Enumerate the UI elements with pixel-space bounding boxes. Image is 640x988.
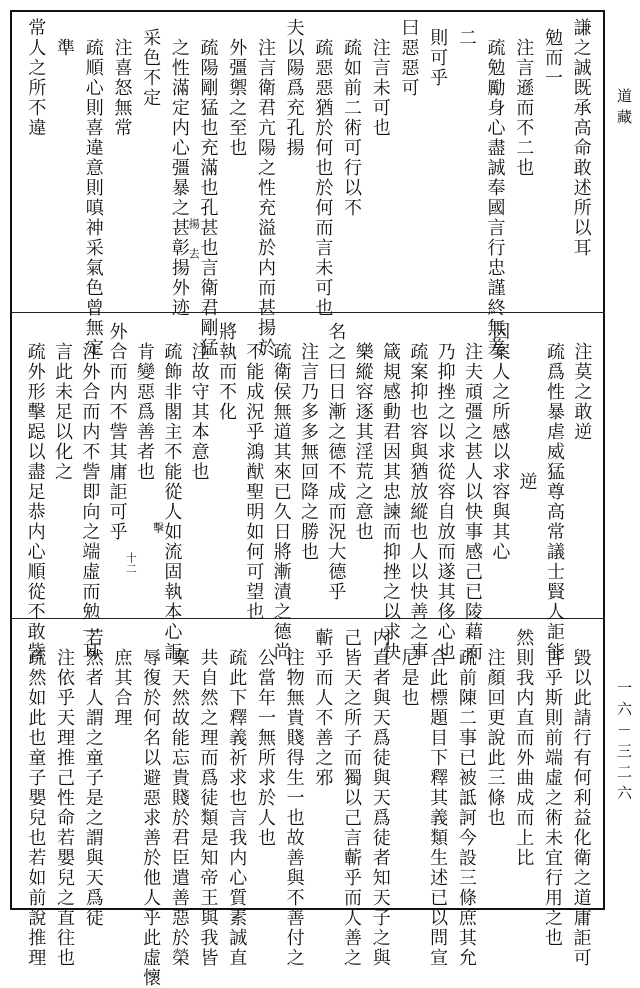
text-column: 疏爲性暴虐威猛尊高常議士賢人詎能 [544,342,565,662]
text-column: 注故守其本意也 [188,342,210,482]
text-column: 疏順心則喜違意則嗔神采氣色曾無定 [82,38,104,358]
text-column: 夫以陽爲充孔揚 [283,18,305,158]
text-column: 疏案抑也容與猶放縱也人以快善之事 [407,342,429,662]
text-column: 毀以此請行有何利益化衛之道庸詎可 [570,648,592,968]
text-column: 合此標題目下釋其義類生述已以問宣 [427,648,449,968]
text-column: 公當年一無所求於人也 [254,648,276,848]
text-column: 共自然之理而爲徒類是知帝王與我皆 [197,648,219,968]
text-column: 言乎斯則前端虛之術未宜行用之也 [541,648,563,948]
text-column: 蘄乎而人不善之邪 [312,628,334,788]
text-column: 謙之誠既承高命敢述所以耳 [570,18,592,258]
collection-title: 道藏 [615,88,633,130]
text-column: 注言乃多多無回降之勝也 [298,342,319,562]
text-column: 逆 [516,472,538,492]
text-column: 疏此下釋義祈求也言我内心質素誠直 [226,648,248,968]
text-column: 注言衛君亢陽之性充溢於内而甚揚於 [254,38,276,358]
text-column: 疏陽剛猛也充滿也孔甚也言衛君剛猛 [197,38,219,358]
text-column: 注喜怒無常 [111,38,133,138]
text-column: 外合而内不訾其庸詎可乎 [106,322,128,542]
text-column: 箴規感動君因其忠諫而抑挫之以求快 [380,342,401,662]
text-column: 注顏回更說此三條也 [484,648,506,828]
text-column: 注言未可也 [369,38,391,138]
interlinear-note: 十二 [124,552,138,574]
text-column: 外彊禦之至也 [226,38,248,158]
interlinear-note: 擊 [151,522,165,533]
text-column: 注言遜而不二也 [513,38,535,178]
text-column: 采色不定 [140,28,162,108]
text-column: 將執而不化 [216,322,237,422]
text-column: 因案人之所感以求容與其心 [489,322,511,562]
text-column: 乃抑挫之以求從容自放而遂其侈心也 [434,342,456,662]
text-column: 注依乎天理推己性命若嬰兒之直往也 [54,648,76,968]
text-column: 疏前陳二事已被詆訶今設三條庶其允 [455,648,477,968]
interlinear-note: 去 [187,248,201,259]
text-column: 疏衛侯無道其來已久日將漸漬之德尚 [270,342,292,662]
text-column: 注莫之敢逆 [571,342,593,442]
text-column: 名之曰日漸之德不成而況大德乎 [325,322,347,602]
text-column: 庶其合理 [111,648,133,728]
text-column: 内直者與天爲徒與天爲徒者知天子之與 [369,628,391,968]
text-column: 若然者人謂之童子是之謂與天爲徒 [82,628,104,928]
text-column: 言此未足以化之 [52,342,73,482]
text-column: 則可乎 [427,28,449,88]
text-column: 常人之所不違 [25,18,47,138]
text-column: 己皆天之所子而獨以己言蘄乎而人善之 [341,628,363,968]
text-column: 肯變惡爲善者也 [134,342,155,482]
page-number: 一六－三二六 [615,680,633,806]
text-column: 疏然如此也童子嬰兒也若如前說推理 [25,648,47,968]
text-column: 然則我内直而外曲成而上比 [513,628,535,868]
text-column: 不能成況乎鴻猷聖明如何可望也 [243,342,265,622]
text-column: 二 [455,28,477,48]
text-column: 辱復於何名以避惡求善於他人乎此虛懷 [140,648,162,988]
text-column: 疏如前二術可行以不 [341,38,363,218]
text-column: 稟天然故能忘貴賤於君臣遣善惡於榮 [168,648,190,968]
text-column: 勉而一 [541,28,563,88]
interlinear-note: 揚 [187,218,201,229]
text-column: 注外合而内不訾即向之端虛而勉一耳 [79,342,101,662]
text-column: 曰惡惡可 [398,18,420,98]
text-column: 疏勉勵身心盡誠奉國言行忠謹終無差 [484,38,506,358]
text-column: 疏飾非閣主不能從人如流固執本心詎 [161,342,183,662]
text-column: 注夫頑彊之甚人以快事感己已陵藉而 [462,342,483,662]
text-column: 樂縱容逐其淫荒之意也 [352,342,374,542]
text-column: 尼是也 [398,648,420,708]
text-column: 注物無貴賤得生一也故善與不善付之 [283,648,305,968]
text-column: 之性滿定内心彊暴之甚彰揚外迹 [168,38,190,318]
text-column: 準 [54,38,76,58]
text-column: 疏惡惡猶於何也於何而言未可也 [312,38,334,318]
text-column: 疏外形擊跽以盡足恭内心順從不敢訾 [24,342,46,662]
